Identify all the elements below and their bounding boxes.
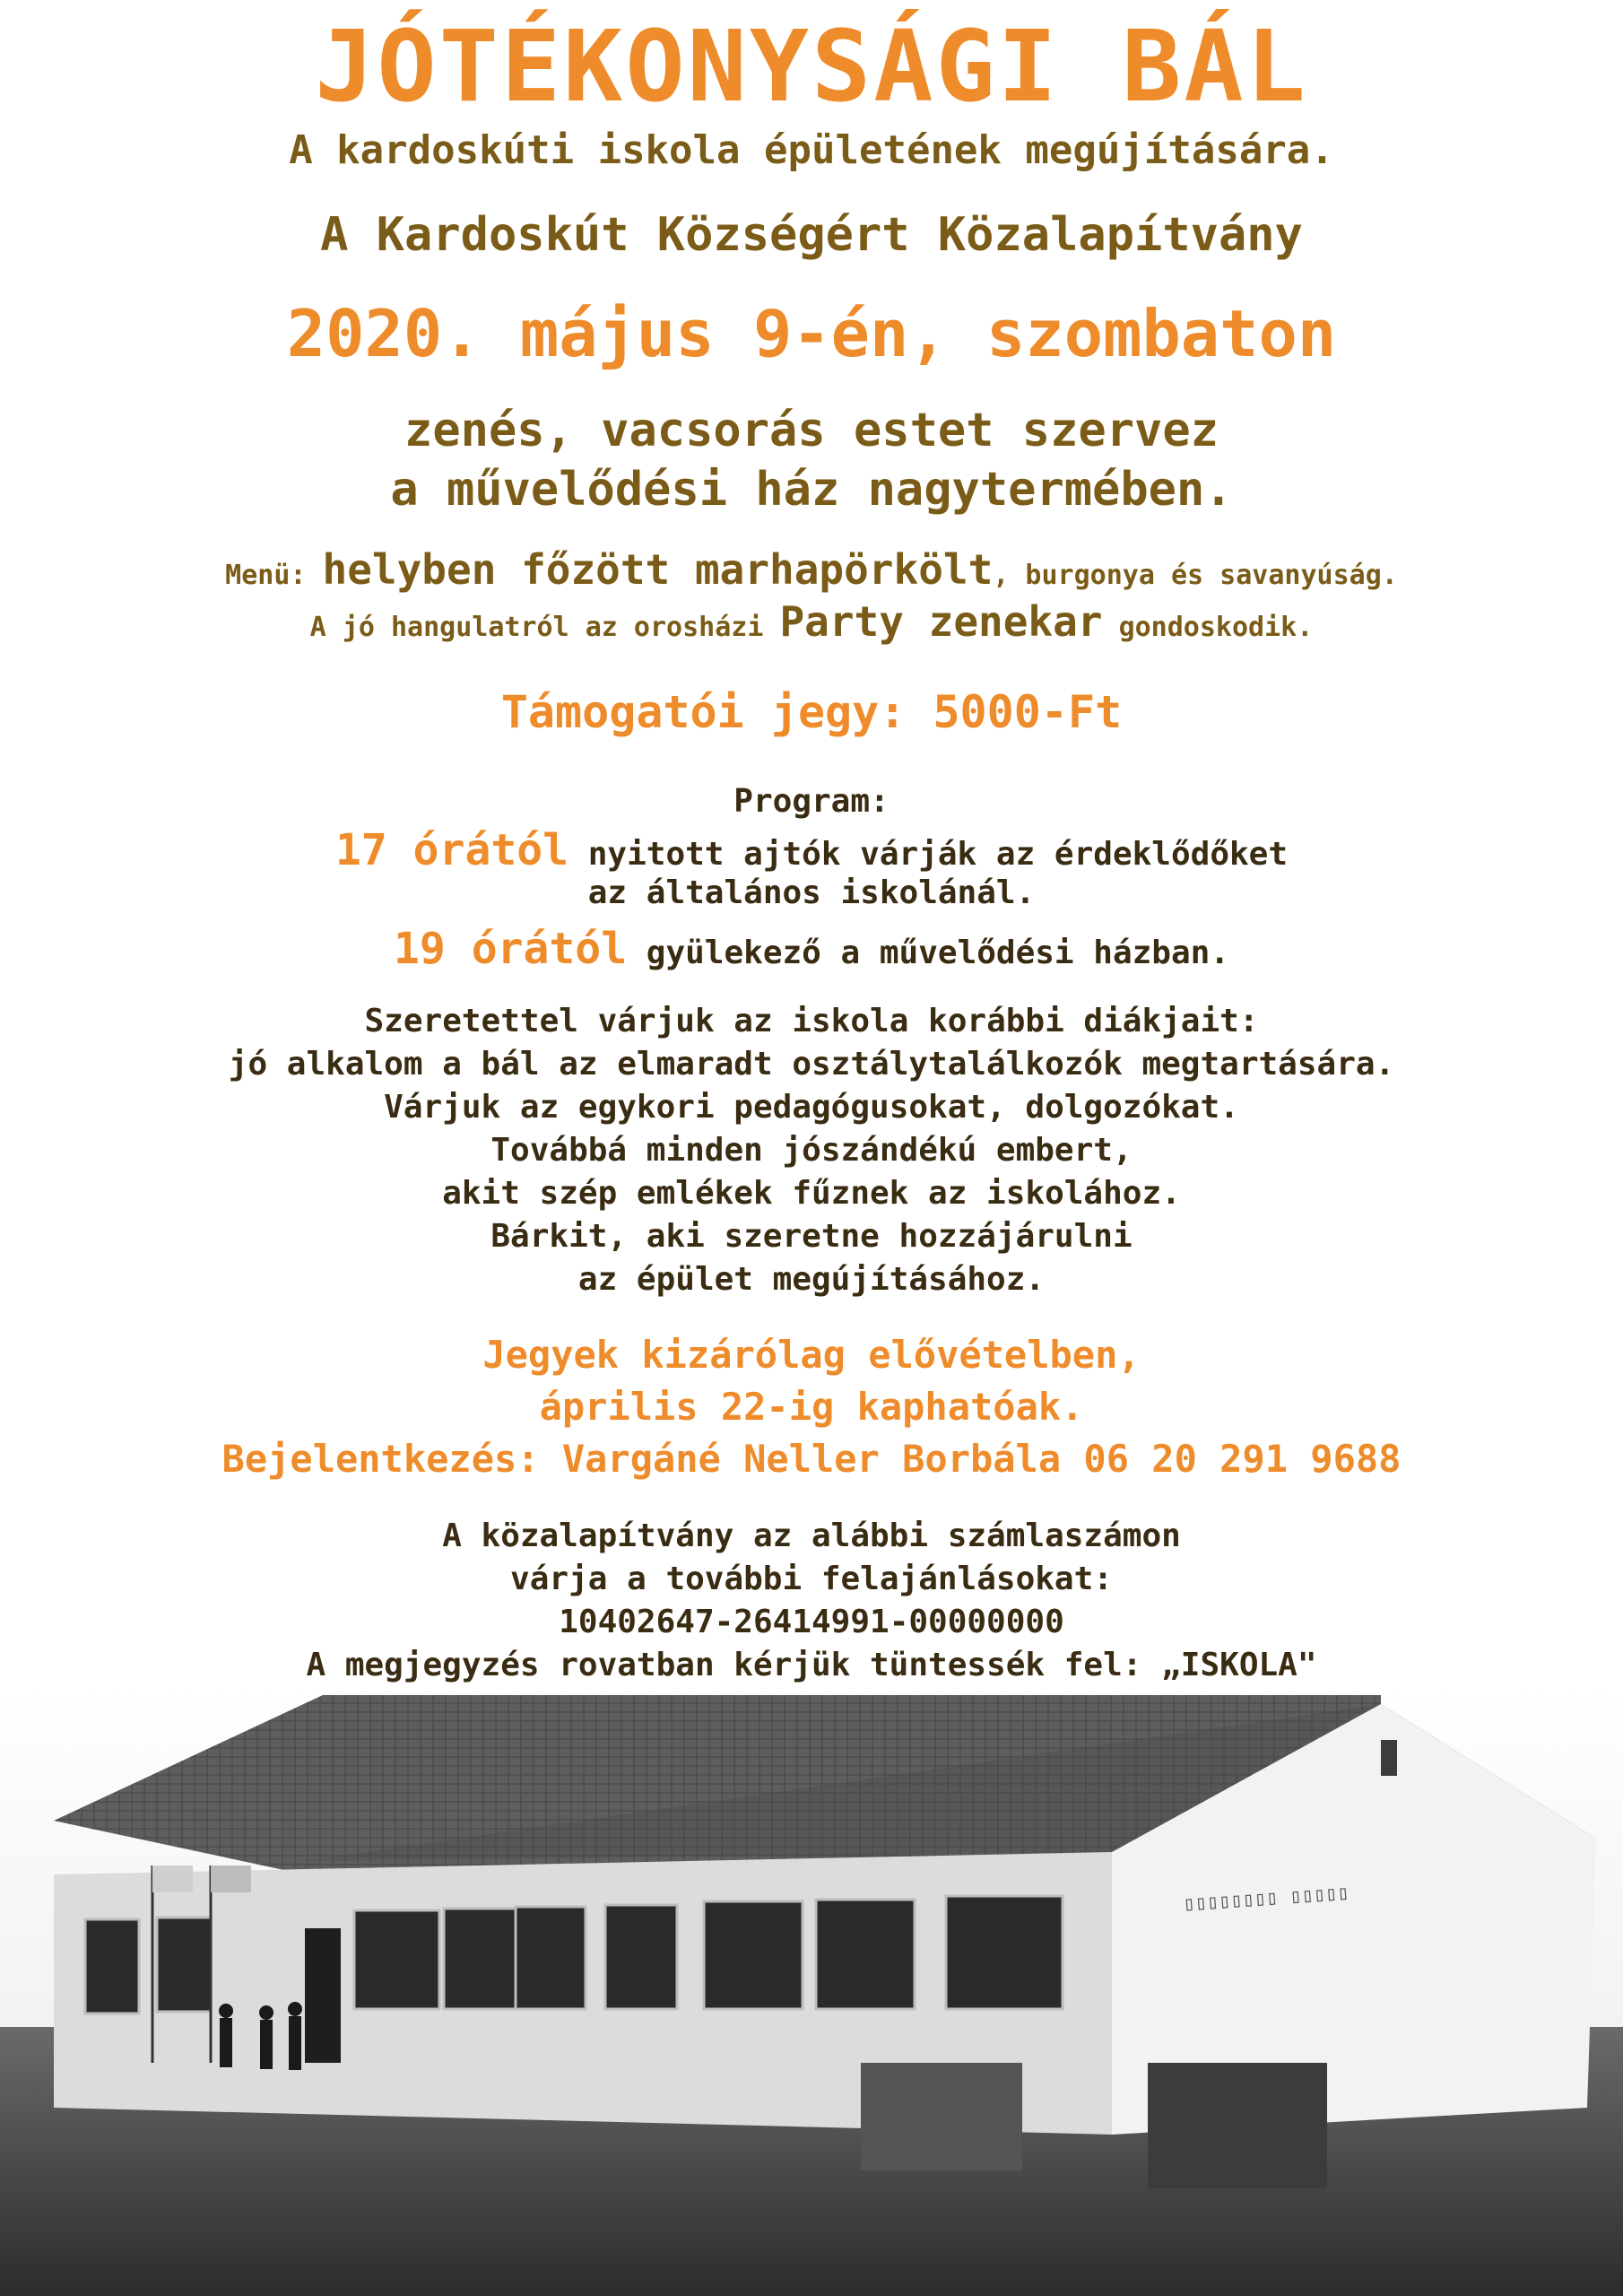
account-line-1: A közalapítvány az alábbi számlaszámon — [442, 1518, 1181, 1554]
menu-suffix: , burgonya és savanyúság. — [993, 560, 1398, 591]
invitation-line-4: Továbbá minden jószándékú embert, — [490, 1132, 1133, 1169]
invitation-line-5: akit szép emlékek fűznek az iskolához. — [442, 1175, 1181, 1212]
program-item-2-hour: 19 órától — [394, 924, 628, 974]
invitation-line-1: Szeretettel várjuk az iskola korábbi diákjait: — [364, 1003, 1259, 1039]
program-item-1 — [0, 825, 1623, 875]
band-name: Party zenekar — [779, 597, 1103, 646]
page-title: JÓTÉKONYSÁGI BÁL — [315, 9, 1308, 124]
program-item-1-text2: az általános iskolánál. — [587, 874, 1036, 911]
program-item-2 — [0, 924, 1623, 974]
svg-text:▯▯▯▯▯▯▯▯ ▯▯▯▯▯: ▯▯▯▯▯▯▯▯ ▯▯▯▯▯ — [1182, 1882, 1350, 1916]
school-building-photo — [0, 1686, 1623, 2296]
program-item-1-hour: 17 órától — [334, 825, 569, 875]
event-line-1: zenés, vacsorás estet szervez — [404, 404, 1219, 457]
organizer: A Kardoskút Községért Közalapítvány — [320, 208, 1303, 262]
event-date: 2020. május 9-én, szombaton — [286, 296, 1337, 371]
invitation-line-3: Várjuk az egykori pedagógusokat, dolgozókat. — [384, 1089, 1239, 1126]
ticket-price: Támogatói jegy: 5000-Ft — [500, 686, 1123, 738]
account-note: A megjegyzés rovatban kérjük tüntessék fel: „ISKOLA" — [306, 1647, 1317, 1683]
tickets-info-2: április 22-ig kaphatóak. — [539, 1385, 1084, 1429]
booking-contact: Bejelentkezés: Vargáné Neller Borbála 06 20 291 9688 — [221, 1437, 1402, 1481]
tickets-info-1: Jegyek kizárólag elővételben, — [482, 1333, 1141, 1377]
invitation-line-6: Bárkit, aki szeretne hozzájárulni — [490, 1218, 1133, 1255]
menu-line — [0, 545, 1623, 594]
program-item-1-text: nyitott ajtók várják az érdeklődőket — [587, 836, 1289, 873]
program-item-2-text: gyülekező a művelődési házban. — [646, 935, 1229, 971]
music-line — [0, 597, 1623, 646]
program-heading: Program: — [733, 783, 890, 820]
menu-main: helyben főzött marhapörkölt — [322, 545, 994, 594]
account-line-2: várja a további felajánlásokat: — [510, 1561, 1113, 1597]
music-prefix: A jó hangulatról az orosházi — [309, 612, 764, 643]
invitation-line-2: jó alkalom a bál az elmaradt osztálytalálkozók megtartására. — [228, 1046, 1395, 1083]
invitation-line-7: az épület megújításához. — [577, 1261, 1046, 1298]
subtitle: A kardoskúti iskola épületének megújítására. — [289, 127, 1334, 173]
menu-prefix: Menü: — [225, 560, 307, 591]
event-line-2: a művelődési ház nagytermében. — [390, 463, 1233, 517]
music-suffix: gondoskodik. — [1118, 612, 1314, 643]
account-number: 10402647-26414991-00000000 — [559, 1604, 1064, 1640]
